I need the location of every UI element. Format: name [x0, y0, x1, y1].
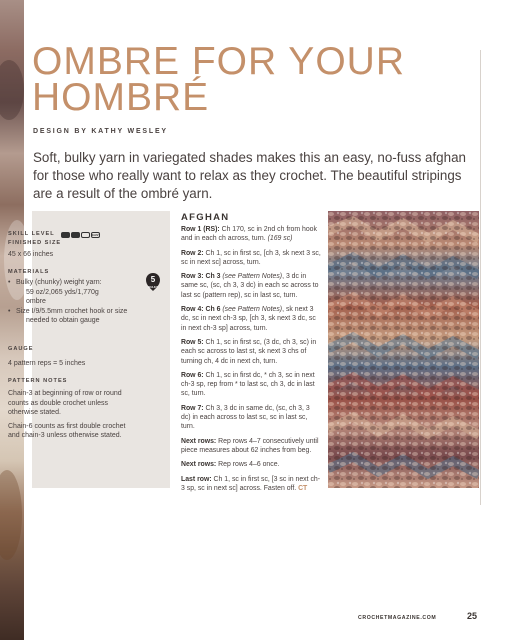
- skill-pip: [71, 232, 80, 238]
- materials-label: MATERIALS: [8, 269, 50, 275]
- skill-pip: [81, 232, 90, 238]
- title-line-1: OMBRE FOR YOUR: [32, 40, 405, 83]
- intro-paragraph: Soft, bulky yarn in variegated shades makes this an easy, no-fuss afghan for those who really want to relax as they crochet. The beautiful stripings are a result of the ombré yarn.: [33, 150, 466, 201]
- row-label: Next rows:: [181, 437, 217, 445]
- crochet-texture-image: [328, 211, 479, 488]
- materials-item-line: ombre: [26, 298, 46, 305]
- pattern-notes-label: PATTERN NOTES: [8, 378, 68, 384]
- skill-level-label: SKILL LEVEL: [8, 231, 55, 237]
- skill-level-value: EASY: [92, 233, 101, 237]
- gauge-label: GAUGE: [8, 346, 34, 352]
- pattern-row: [181, 460, 321, 469]
- finished-size-value: 45 x 66 inches: [8, 251, 54, 258]
- pattern-row: [181, 272, 321, 300]
- row-text: Rep rows 4–7 consecutively until piece measures about 62 inches from beg.: [181, 437, 319, 454]
- pattern-note: Chain-3 at beginning of row or round counts as double crochet unless otherwise stated.: [8, 390, 122, 416]
- materials-item-line: Size I/9/5.5mm crochet hook or size: [16, 307, 128, 315]
- materials-item-line: 59 oz/2,065 yds/1,770g: [26, 288, 99, 296]
- materials-item: [8, 307, 136, 326]
- pattern-row: [181, 338, 321, 366]
- row-label: Row 4: Ch 6: [181, 306, 221, 314]
- row-text: Ch 1, sc in first sc, [ch 3, sk next 3 sc, sc in next sc] across, turn.: [181, 249, 321, 266]
- page-number: 25: [467, 611, 478, 621]
- pattern-note: Chain-6 counts as first double crochet and chain-3 unless otherwise stated.: [8, 422, 126, 439]
- materials-item: [8, 278, 136, 307]
- row-label: Row 5:: [181, 338, 204, 346]
- yarn-weight-icon: [146, 273, 160, 291]
- row-text: Ch 1, sc in first dc, * ch 3, sc in next ch-3 sp, rep from * to last sc, ch 3, dc in last sc, turn.: [181, 371, 315, 398]
- row-text: Ch 1, sc in first sc, [3 sc in next ch-3 sp, sc in next sc] across. Fasten off.: [181, 475, 321, 492]
- pattern-row: [181, 225, 321, 244]
- yarn-weight-name: BULKY: [148, 285, 158, 289]
- row-label: Last row:: [181, 475, 212, 483]
- afghan-photo: [328, 211, 479, 488]
- row-italic: (169 sc): [265, 235, 293, 243]
- row-label: Row 3: Ch 3: [181, 273, 221, 281]
- row-italic: (see Pattern Notes): [220, 273, 283, 281]
- footer-url: CROCHETMAGAZINE.COM: [358, 615, 437, 621]
- row-label: Row 6:: [181, 371, 204, 379]
- row-text: Ch 3, 3 dc in same dc, (sc, ch 3, 3 dc) in each across to last sc, sc in last sc, turn.: [181, 404, 310, 431]
- row-text: Ch 170, sc in 2nd ch from hook and in each ch across, turn.: [181, 226, 317, 243]
- row-text: Rep rows 4–6 once.: [216, 461, 280, 469]
- materials-list: [8, 278, 136, 326]
- pattern-row: [181, 437, 321, 456]
- byline: DESIGN BY KATHY WESLEY: [33, 128, 168, 135]
- pattern-row: [181, 371, 321, 399]
- end-mark-icon: CT: [296, 484, 308, 492]
- row-text: Ch 1, sc in first sc, (3 dc, ch 3, sc) in each sc across to last st, sk next 3 chs of turning ch, 4 dc in next ch, turn.: [181, 338, 317, 365]
- row-italic: (see Pattern Notes): [220, 306, 283, 314]
- row-label: Next rows:: [181, 461, 217, 469]
- row-label: Row 2:: [181, 249, 204, 257]
- row-label: Row 1 (RS):: [181, 226, 220, 233]
- title-line-2: HOMBRÉ: [32, 76, 210, 119]
- pattern-row: [181, 249, 321, 268]
- pattern-notes: [8, 389, 136, 445]
- afghan-heading: AFGHAN: [181, 212, 230, 223]
- pattern-row: [181, 475, 321, 494]
- pattern-row: [181, 305, 321, 333]
- column-divider: [480, 50, 481, 505]
- yarn-weight-number: 5: [150, 275, 156, 284]
- row-label: Row 7:: [181, 404, 204, 412]
- materials-item-line: Bulky (chunky) weight yarn:: [16, 279, 102, 286]
- skill-pip: [61, 232, 70, 238]
- row-text: , sk next 3 dc, sc in next ch-3 sp, [ch 3, sk next 3 dc, sc in next ch-3 sp] across, turn.: [181, 306, 316, 332]
- article-title: [32, 40, 405, 119]
- afghan-instructions: [181, 225, 321, 498]
- materials-item-line: needed to obtain gauge: [26, 317, 100, 324]
- materials: [8, 269, 136, 326]
- row-text: , 3 dc in same sc, (sc, ch 3, 3 dc) in each sc across to last sc (pattern rep), sc in last sc, turn.: [181, 273, 319, 299]
- gauge-value: 4 pattern reps = 5 inches: [8, 360, 86, 367]
- pattern-row: [181, 404, 321, 432]
- finished-size-label: FINISHED SIZE: [8, 240, 62, 246]
